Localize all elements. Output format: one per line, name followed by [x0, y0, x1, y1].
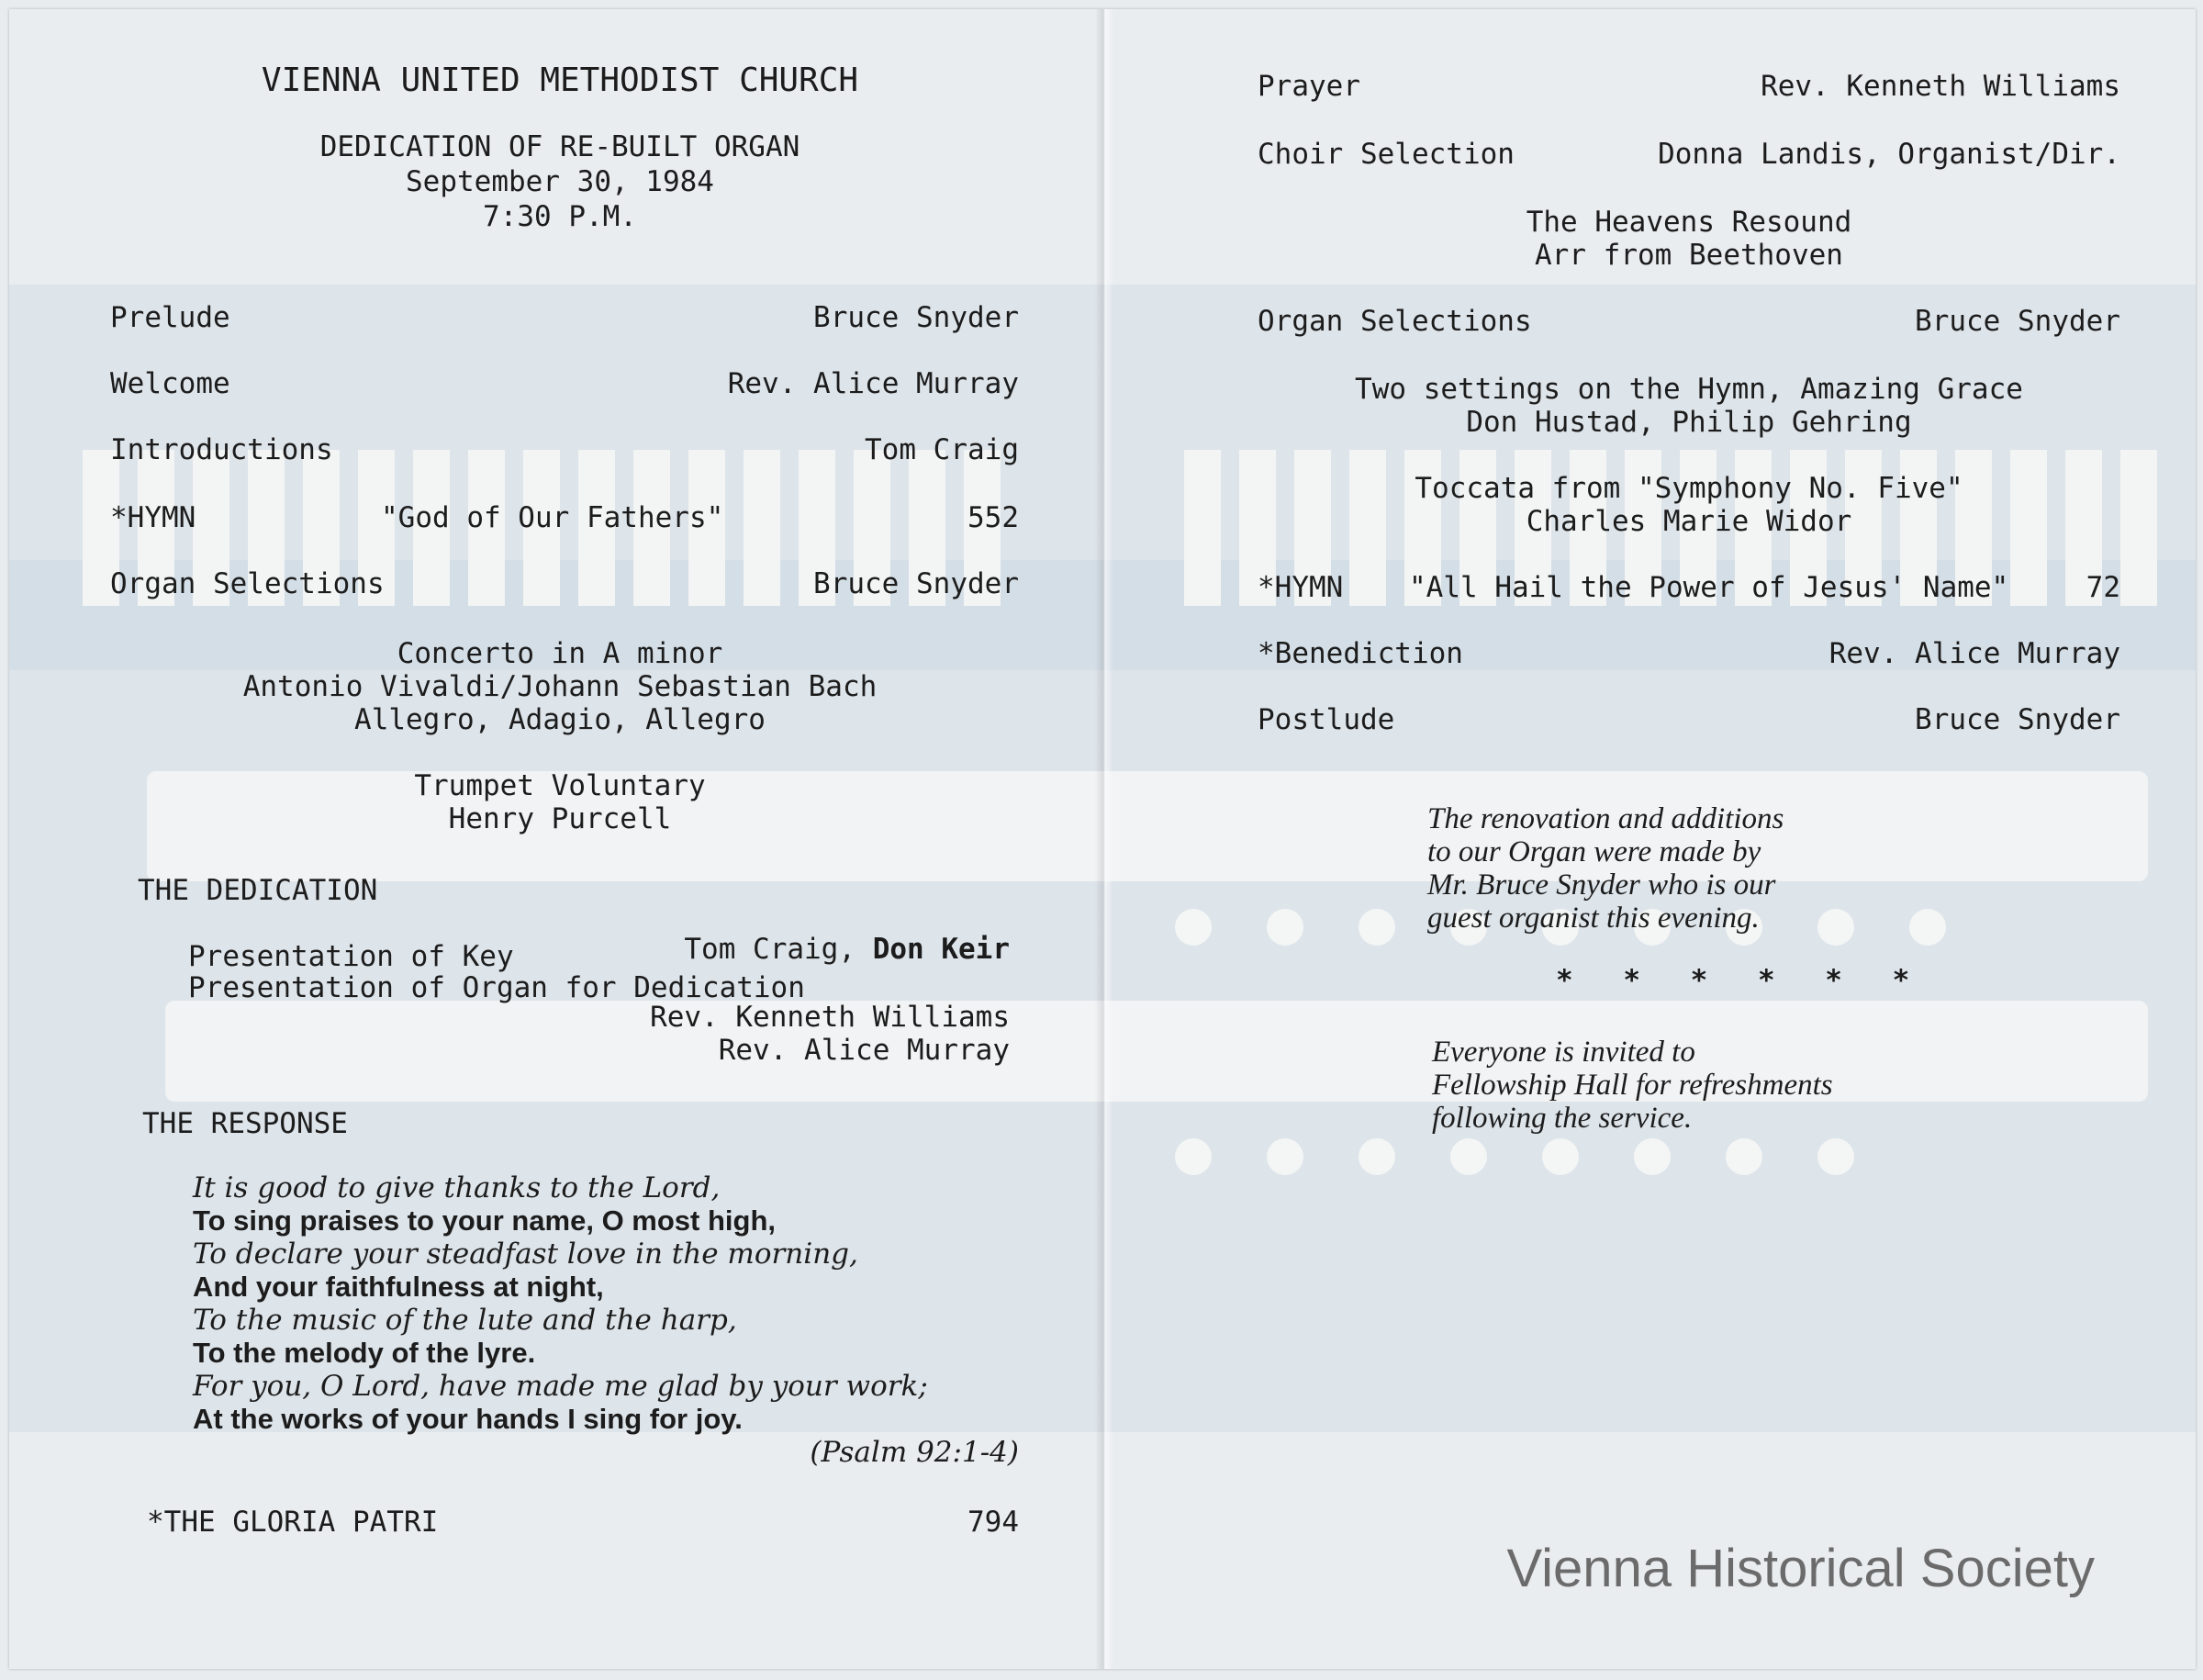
response-citation: (Psalm 92:1-4) [810, 1436, 1019, 1469]
piece-arranger: Arr from Beethoven [1535, 239, 1843, 272]
invite-line: following the service. [1432, 1102, 1693, 1135]
dedication-officiant: Rev. Kenneth Williams [650, 1001, 1010, 1034]
program-item-label: Prayer [1258, 70, 1360, 103]
center-fold [1095, 9, 1113, 1669]
gloria-number: 794 [967, 1506, 1019, 1539]
event-time: 7:30 P.M. [483, 200, 637, 233]
response-line: And your faithfulness at night, [193, 1271, 604, 1303]
program-row-prayer [1258, 70, 2120, 106]
program-item-person: Bruce Snyder [813, 301, 1019, 334]
program-item-label: Organ Selections [110, 567, 385, 600]
program-item-person: Bruce Snyder [1915, 703, 2120, 736]
presentation-of-key-label: Presentation of Key [188, 940, 514, 973]
piece-title: The Heavens Resound [1526, 206, 1852, 239]
separator-stars: * * * * * * [1556, 964, 1927, 997]
program-row-gloria [110, 1506, 1019, 1542]
note-line: Mr. Bruce Snyder who is our [1427, 868, 1776, 902]
response-line: To the melody of the lyre. [193, 1337, 536, 1369]
program-item-label: Organ Selections [1258, 305, 1532, 338]
piece-title: Trumpet Voluntary [414, 769, 706, 802]
note-line: to our Organ were made by [1427, 835, 1761, 868]
program-row-welcome [110, 367, 1019, 404]
hymn-number: 72 [2086, 571, 2120, 604]
dedication-officiant: Rev. Alice Murray [718, 1034, 1010, 1067]
program-item-person: Donna Landis, Organist/Dir. [1658, 138, 2120, 171]
program-item-person: Bruce Snyder [813, 567, 1019, 600]
piece-composer: Antonio Vivaldi/Johann Sebastian Bach [242, 670, 878, 703]
gloria-label: *THE GLORIA PATRI [147, 1506, 439, 1539]
note-line: guest organist this evening. [1427, 902, 1760, 935]
program-item-person: Rev. Alice Murray [727, 367, 1019, 400]
program-item-label: *Benediction [1258, 637, 1463, 670]
left-panel [110, 9, 1019, 1669]
response-line: To sing praises to your name, O most high, [193, 1204, 777, 1237]
program-item-label: Postlude [1258, 703, 1395, 736]
program-item-person: Bruce Snyder [1915, 305, 2120, 338]
event-date: September 30, 1984 [406, 165, 714, 198]
hymn-label: *HYMN [110, 501, 196, 534]
response-line: At the works of your hands I sing for joy. [193, 1403, 743, 1435]
invite-line: Fellowship Hall for refreshments [1432, 1069, 1833, 1102]
invite-line: Everyone is invited to [1432, 1036, 1695, 1069]
archive-watermark: Vienna Historical Society [1506, 1539, 2095, 1598]
event-title: DEDICATION OF RE-BUILT ORGAN [319, 130, 800, 163]
program-item-label: Choir Selection [1258, 138, 1515, 171]
response-line: It is good to give thanks to the Lord, [193, 1171, 721, 1204]
program-row-prelude [110, 301, 1019, 338]
response-line: To declare your steadfast love in the morning, [193, 1238, 858, 1271]
program-row-hymn-1 [110, 501, 1019, 538]
piece-title: Toccata from "Symphony No. Five" [1415, 472, 1963, 505]
response-heading: THE RESPONSE [142, 1107, 348, 1140]
piece-title: Concerto in A minor [397, 637, 723, 670]
right-panel [1258, 9, 2120, 1669]
church-name: VIENNA UNITED METHODIST CHURCH [261, 62, 859, 99]
presentation-of-organ-label: Presentation of Organ for Dedication [188, 971, 805, 1004]
hymn-title: "God of Our Fathers" [381, 501, 724, 534]
program-row-hymn-2 [1258, 571, 2120, 608]
program-row-choir [1258, 138, 2120, 174]
program-row-organ-selections-2 [1258, 305, 2120, 342]
piece-composer: Don Hustad, Philip Gehring [1466, 406, 1912, 439]
presentation-of-key-people [684, 933, 1010, 966]
note-line: The renovation and additions [1427, 802, 1784, 835]
hymn-title: "All Hail the Power of Jesus' Name" [1409, 571, 2009, 604]
program-item-label: Introductions [110, 433, 333, 466]
program-item-label: Prelude [110, 301, 230, 334]
key-person-2: Don Keir [872, 933, 1010, 966]
piece-title: Two settings on the Hymn, Amazing Grace [1355, 373, 2023, 406]
program-item-person: Rev. Alice Murray [1828, 637, 2120, 670]
dedication-heading: THE DEDICATION [138, 874, 378, 907]
piece-composer: Henry Purcell [448, 802, 672, 835]
program-item-person: Tom Craig [865, 433, 1019, 466]
hymn-label: *HYMN [1258, 571, 1344, 604]
piece-composer: Charles Marie Widor [1526, 505, 1852, 538]
response-line: To the music of the lute and the harp, [193, 1304, 737, 1337]
hymn-number: 552 [967, 501, 1019, 534]
response-line: For you, O Lord, have made me glad by your work; [193, 1370, 928, 1403]
program-item-label: Welcome [110, 367, 230, 400]
program-row-organ-selections [110, 567, 1019, 604]
program-row-introductions [110, 433, 1019, 470]
key-person-1: Tom Craig, [684, 933, 856, 966]
program-row-postlude [1258, 703, 2120, 740]
program-sheet [9, 9, 2196, 1669]
program-item-person: Rev. Kenneth Williams [1761, 70, 2120, 103]
program-row-benediction [1258, 637, 2120, 674]
piece-movements: Allegro, Adagio, Allegro [354, 703, 766, 736]
